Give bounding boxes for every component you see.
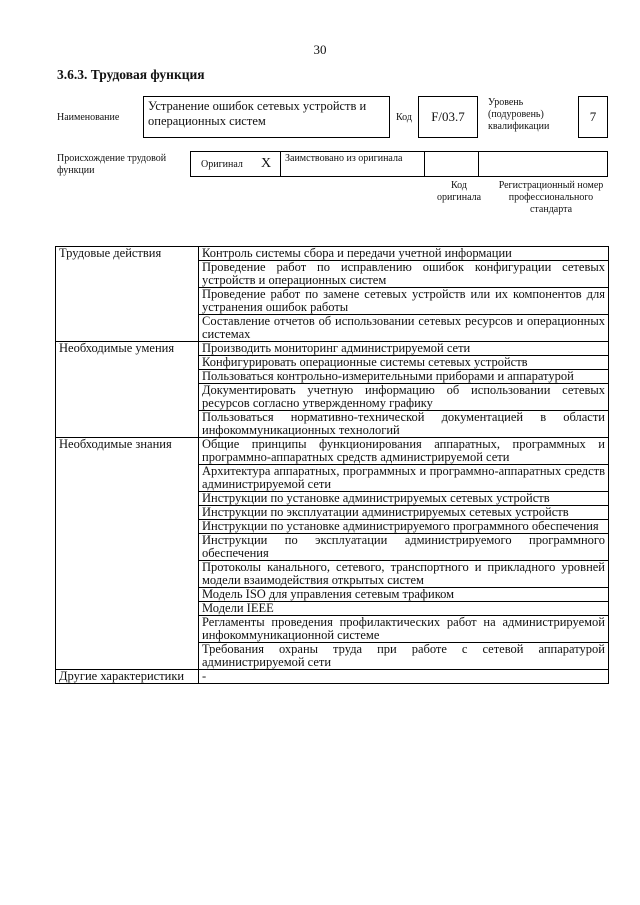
function-name-box bbox=[143, 96, 390, 138]
function-name-value: Устранение ошибок сетевых устройств и операционных систем bbox=[148, 99, 367, 128]
section-item: Контроль системы сбора и передачи учетной информации bbox=[199, 247, 609, 261]
section-item: Общие принципы функционирования аппаратных, программных и программно-аппаратных средств администрируемой сети bbox=[199, 438, 609, 465]
section-heading: Необходимые умения bbox=[56, 342, 199, 438]
level-value: 7 bbox=[589, 109, 597, 124]
reg-number-cell bbox=[479, 152, 607, 176]
labor-function-table bbox=[55, 246, 609, 684]
table-row bbox=[56, 247, 609, 261]
level-box bbox=[578, 96, 608, 138]
original-mark: X bbox=[261, 156, 272, 171]
section-item: Модели IEEE bbox=[199, 602, 609, 616]
level-label: Уровень (подуровень) квалификации bbox=[488, 97, 550, 132]
section-item: Документировать учетную информацию об использовании сетевых ресурсов согласно утвержденному графику bbox=[199, 384, 609, 411]
code-original-cell bbox=[425, 152, 479, 176]
code-label: Код bbox=[396, 112, 412, 123]
section-item: Конфигурировать операционные системы сетевых устройств bbox=[199, 356, 609, 370]
section-item: Инструкции по эксплуатации администрируемого программного обеспечения bbox=[199, 534, 609, 561]
section-heading: Другие характеристики bbox=[56, 670, 199, 684]
section-title: 3.6.3. Трудовая функция bbox=[57, 67, 205, 82]
section-item: Требования охраны труда при работе с сетевой аппаратурой администрируемой сети bbox=[199, 643, 609, 670]
section-item: Протоколы канального, сетевого, транспортного и прикладного уровней модели взаимодействия открытых систем bbox=[199, 561, 609, 588]
table-row bbox=[56, 670, 609, 684]
origin-row bbox=[190, 151, 608, 177]
section-heading: Трудовые действия bbox=[56, 247, 199, 342]
original-label: Оригинал bbox=[201, 159, 243, 170]
section-item: Инструкции по эксплуатации администрируемых сетевых устройств bbox=[199, 506, 609, 520]
reg-number-caption: Регистрационный номер профессионального стандарта bbox=[498, 180, 604, 215]
section-item: Пользоваться контрольно-измерительными приборами и аппаратурой bbox=[199, 370, 609, 384]
table-row bbox=[56, 342, 609, 356]
section-item: Инструкции по установке администрируемых сетевых устройств bbox=[199, 492, 609, 506]
section-item: Инструкции по установке администрируемого программного обеспечения bbox=[199, 520, 609, 534]
code-original-caption: Код оригинала bbox=[436, 180, 482, 203]
borrowed-cell bbox=[281, 152, 425, 176]
section-heading: Необходимые знания bbox=[56, 438, 199, 670]
section-item: Регламенты проведения профилактических работ на администрируемой инфокоммуникационной системе bbox=[199, 616, 609, 643]
section-item: Проведение работ по исправлению ошибок конфигурации сетевых устройств и операционных систем bbox=[199, 261, 609, 288]
section-item: Составление отчетов об использовании сетевых ресурсов и операционных системах bbox=[199, 315, 609, 342]
code-value: F/03.7 bbox=[431, 109, 465, 124]
section-item: Пользоваться нормативно-технической документацией в области инфокоммуникационных технологий bbox=[199, 411, 609, 438]
borrowed-label: Заимствовано из оригинала bbox=[285, 153, 403, 164]
section-item: - bbox=[199, 670, 609, 684]
origin-label: Происхождение трудовой функции bbox=[57, 153, 167, 176]
original-cell bbox=[191, 152, 281, 176]
name-label: Наименование bbox=[57, 112, 120, 123]
section-item: Модель ISO для управления сетевым трафиком bbox=[199, 588, 609, 602]
section-item: Архитектура аппаратных, программных и программно-аппаратных средств администрируемой сети bbox=[199, 465, 609, 492]
code-box bbox=[418, 96, 478, 138]
section-item: Проведение работ по замене сетевых устройств или их компонентов для устранения ошибок работы bbox=[199, 288, 609, 315]
page-number: 30 bbox=[313, 42, 327, 57]
section-item: Производить мониторинг администрируемой сети bbox=[199, 342, 609, 356]
table-row bbox=[56, 438, 609, 465]
